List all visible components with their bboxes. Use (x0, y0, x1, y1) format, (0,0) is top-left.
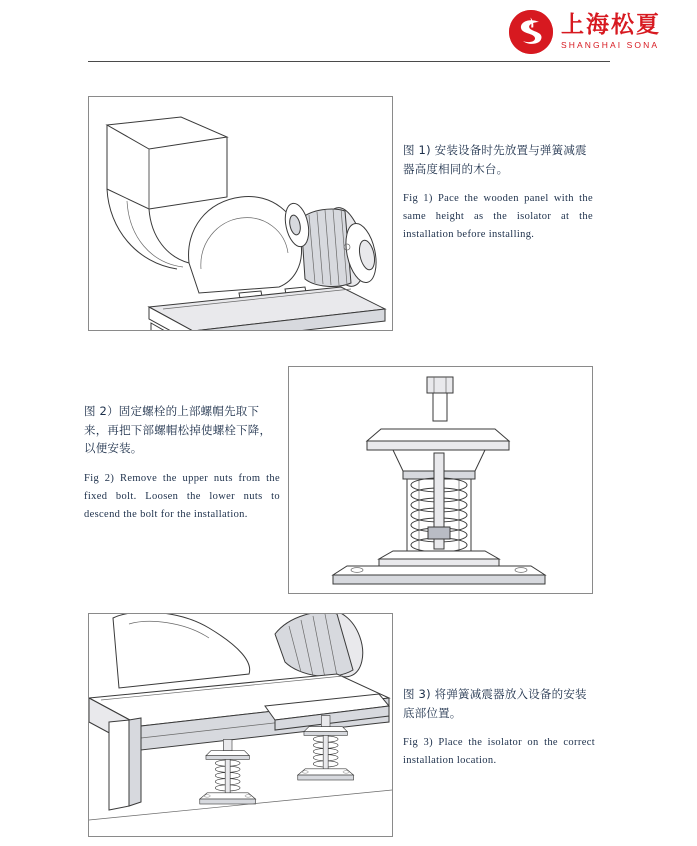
figure-2-caption (84, 402, 280, 524)
page-header (0, 0, 697, 62)
brand-logo-text (561, 14, 661, 50)
fan-unit-on-wooden-platform-illustration (89, 97, 392, 330)
figure-3-caption-en: Fig 3) Place the isolator on the correct installation location. (403, 737, 595, 767)
isolators-placed-under-equipment-base-illustration (89, 614, 392, 836)
figure-3-caption-cn: 图 3) 将弹簧减震器放入设备的安装底部位置。 (403, 687, 587, 720)
figure-1-caption (403, 141, 593, 244)
figure-1-caption-en: Fig 1) Pace the wooden panel with the same height as the isolator at the installation before installing. (403, 193, 593, 241)
figure-2-caption-cn: 图 2）固定螺栓的上部螺帽先取下来，再把下部螺帽松掉使螺栓下降，以便安装。 (84, 404, 272, 456)
header-divider (88, 61, 610, 62)
sona-s-logo-icon (509, 10, 553, 54)
figure-3-caption (403, 685, 595, 770)
brand-logo (509, 10, 661, 54)
figure-2-image (288, 366, 593, 594)
figure-2-caption-en: Fig 2) Remove the upper nuts from the fixed bolt. Loosen the lower nuts to descend the bolt for the installation. (84, 472, 280, 520)
spring-isolator-cutaway-illustration (289, 367, 592, 593)
sona-s-glyph-icon (509, 10, 553, 54)
brand-name-en: SHANGHAI SONA (561, 40, 660, 51)
brand-name-cn: 上海松夏 (561, 12, 661, 39)
figure-1-image (88, 96, 393, 331)
figure-1-caption-cn: 图 1) 安装设备时先放置与弹簧减震器高度相同的木台。 (403, 143, 587, 176)
figure-3-image (88, 613, 393, 837)
